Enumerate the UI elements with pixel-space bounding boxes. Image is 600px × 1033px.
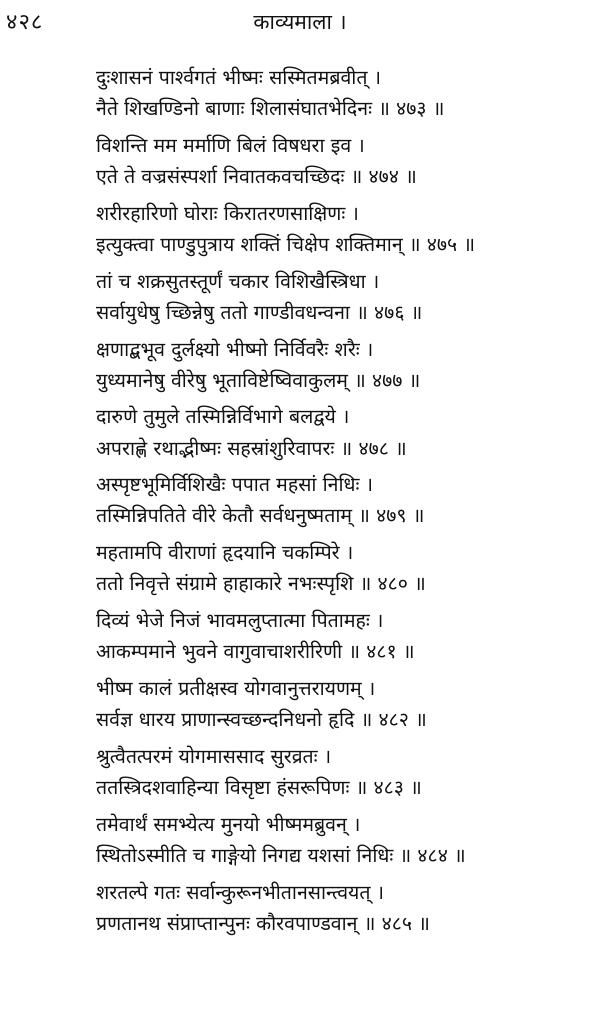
verse-line: प्रणतानथ संप्राप्तान्पुनः कौरवपाण्डवान् ॥ ४८५ ॥ [96,911,430,935]
verse-line: स्थितोऽस्मीति च गाङ्गेयो निगद्य यशसां निधिः ॥ ४८४ ॥ [96,843,466,867]
verse-484 [96,809,596,871]
page-number: ४२८ [6,10,44,35]
verse-483 [96,741,596,803]
verse-477 [96,334,596,396]
verse-line: क्षणाद्बभूव दुर्लक्ष्यो भीष्मो निर्विवरैः शरैः । [96,337,374,361]
verse-line: तस्मिन्निपतिते वीरे केतौ सर्वधनुष्मताम् ॥ ४७९ ॥ [96,504,425,528]
verse-475 [96,198,596,260]
verse-line: शरीरहारिणो घोराः किरातरणसाक्षिणः । [96,201,359,225]
verse-474 [96,130,596,192]
verse-line: आकम्पमाने भुवने वागुवाचाशरीरिणी ॥ ४८१ ॥ [96,640,415,664]
verse-line: सर्वायुधेषु च्छिन्नेषु ततो गाण्डीवधन्वना ॥ ४७६ ॥ [96,300,423,324]
verse-line: नैते शिखण्डिनो बाणाः शिलासंघातभेदिनः ॥ ४७३ ॥ [96,97,445,121]
verse-473 [96,62,596,124]
verse-482 [96,673,596,735]
verse-480 [96,537,596,599]
running-title: काव्यमाला । [253,10,347,34]
verse-476 [96,266,596,328]
verse-line: एते ते वज्रसंस्पर्शा निवातकवचच्छिदः ॥ ४७४ ॥ [96,165,417,189]
verse-line: युध्यमानेषु वीरेषु भूताविष्टेष्विवाकुलम् ॥ ४७७ ॥ [96,368,421,392]
verse-line: तां च शक्रसुतस्तूर्णं चकार विशिखैस्त्रिधा । [96,269,380,293]
verse-line: तमेवार्थं समभ्येत्य मुनयो भीष्ममब्रुवन् । [96,812,361,836]
verse-line: अस्पृष्टभूमिर्विशिखैः पपात महसां निधिः । [96,473,374,497]
verse-line: ततो निवृत्ते संग्रामे हाहाकारे नभःस्पृशि ॥ ४८० ॥ [96,572,426,596]
page-header [0,0,600,44]
verse-line: भीष्म कालं प्रतीक्षस्व योगवानुत्तरायणम् । [96,676,376,700]
verse-line: श्रुत्वैतत्परमं योगमाससाद सुरव्रतः । [96,744,332,768]
verse-485 [96,877,596,939]
verse-line: दारुणे तुमुले तस्मिन्निर्विभागे बलद्वये । [96,405,350,429]
verse-text [96,62,596,944]
verse-line: दुःशासनं पार्श्वगतं भीष्मः सस्मितमब्रवीत् । [96,66,382,89]
verse-479 [96,469,596,531]
verse-line: विशन्ति मम मर्माणि बिलं विषधरा इव । [96,133,365,157]
verse-line: शरतल्पे गतः सर्वान्कुरूनभीतानसान्त्वयत् । [96,880,385,904]
verse-line: अपराह्णे रथाद्भीष्मः सहस्रांशुरिवापरः ॥ ४७८ ॥ [96,436,407,460]
verse-line: ततस्त्रिदशवाहिन्या विसृष्टा हंसरूपिणः ॥ ४८३ ॥ [96,775,422,799]
verse-line: महतामपि वीराणां हृदयानि चकम्पिरे । [96,541,354,565]
verse-481 [96,605,596,667]
verse-line: सर्वज्ञ धारय प्राणान्स्वच्छन्दनिधनो हृदि ॥ ४८२ ॥ [96,708,427,732]
verse-line: दिव्यं भेजे निजं भावमलुप्तात्मा पितामहः । [96,609,384,632]
verse-478 [96,401,596,463]
verse-line: इत्युक्त्वा पाण्डुपुत्राय शक्तिं चिक्षेप शक्तिमान् ॥ ४७५ ॥ [96,232,476,256]
